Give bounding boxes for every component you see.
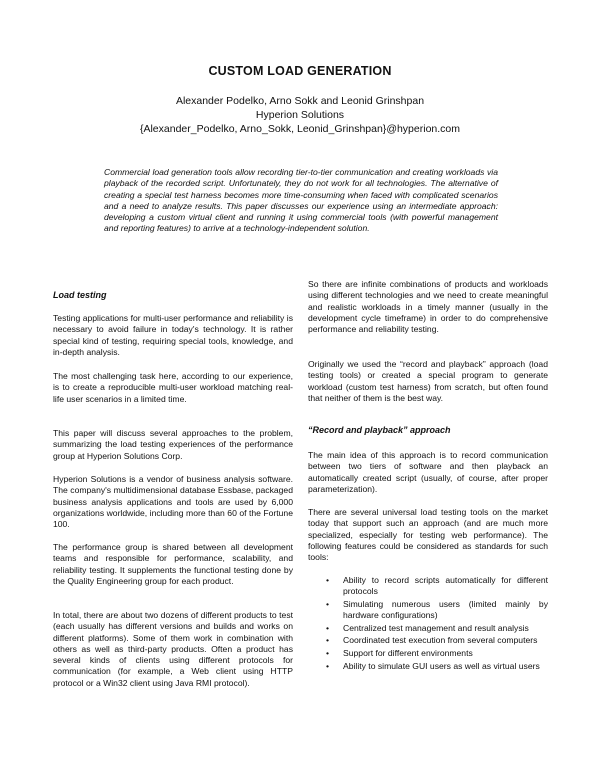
paragraph: The performance group is shared between all development teams and responsible for performance, scalability, and reliability testing. It supplements the functional testing done by the Quality Engineering group for each product. <box>53 542 293 586</box>
author-organization: Hyperion Solutions <box>255 109 345 121</box>
list-item: • Simulating numerous users (limited mainly by hardware configurations) <box>326 598 548 621</box>
paragraph: This paper will discuss several approaches to the problem, summarizing the load testing experiences of the performance group at Hyperion Solutions Corp. <box>53 428 293 461</box>
paragraph: Testing applications for multi-user performance and reliability is necessary to avoid failure in today's technology. It is rather special kind of testing, requiring special tools, knowledge, and in-depth analysis. <box>53 313 293 357</box>
author-block <box>0 94 600 136</box>
paragraph: Originally we used the “record and playback” approach (load testing tools) or created a special program to generate workload (custom test harness) from scratch, but often found that neither of them is the best way. <box>308 359 548 403</box>
list-item: • Ability to record scripts automatically for different protocols <box>326 575 548 597</box>
feature-list <box>308 575 548 673</box>
list-item: • Ability to simulate GUI users as well as virtual users <box>326 660 540 671</box>
paper-title: CUSTOM LOAD GENERATION <box>208 64 392 78</box>
bullet-icon: • <box>326 660 330 671</box>
bullet-icon: • <box>326 622 330 633</box>
section-heading-load-testing: Load testing <box>53 290 107 300</box>
paragraph: The main idea of this approach is to record communication between two tiers of software and then playback an automatically created script (usually, of course, after proper parameterization). <box>308 450 548 494</box>
paragraph: There are several universal load testing tools on the market today that support such an approach (and are much more specialized, especially for testing web performance). The following features could be considered as standards for such tools: <box>308 507 548 563</box>
bullet-icon: • <box>326 635 330 646</box>
paragraph: The most challenging task here, according to our experience, is to create a reproducible multi-user workload matching real-life user scenarios in a limited time. <box>53 371 293 404</box>
bullet-icon: • <box>326 575 330 585</box>
bullet-icon: • <box>326 647 330 658</box>
paragraph: Hyperion Solutions is a vendor of business analysis software. The company's multidimensional database Essbase, packaged business analysis applications and tools are used by 6,000 organizations worldwide, including more than 60 of the Fortune 100. <box>53 474 293 530</box>
list-item: • Support for different environments <box>326 647 473 658</box>
bullet-icon: • <box>326 598 330 609</box>
paragraph: So there are infinite combinations of products and workloads using different technologies and we need to create meaningful and realistic workloads in a timely manner (usually in the development cycle timeframe) in order to do comprehensive performance and reliability testing. <box>308 279 548 335</box>
author-names: Alexander Podelko, Arno Sokk and Leonid Grinshpan <box>175 95 425 107</box>
author-emails: {Alexander_Podelko, Arno_Sokk, Leonid_Grinshpan}@hyperion.com <box>139 123 461 135</box>
list-item: • Coordinated test execution from several computers <box>326 635 538 646</box>
list-item: • Centralized test management and result analysis <box>326 622 529 633</box>
section-heading-record-playback: “Record and playback” approach <box>308 425 451 435</box>
paragraph: In total, there are about two dozens of different products to test (each usually has different versions and builds and works on different platforms). Some of them work in combination with others as well as third-party products. Often a product has several kinds of clients using different protocols for communication (for example, a Web client using HTTP protocol or a Win32 client using Java RMI protocol). <box>53 610 293 688</box>
abstract: Commercial load generation tools allow recording tier-to-tier communication and creating workloads via playback of the recorded script. Unfortunately, they do not work for all technologies. The alternative of creating a special test harness becomes more time-consuming when faced with complicated scenarios and a need to analyze results. This paper discusses our experience using an intermediate approach: developing a custom virtual client and running it using commercial tools (with powerful management and reporting features) to arrive at a technology-independent solution. <box>104 167 498 234</box>
